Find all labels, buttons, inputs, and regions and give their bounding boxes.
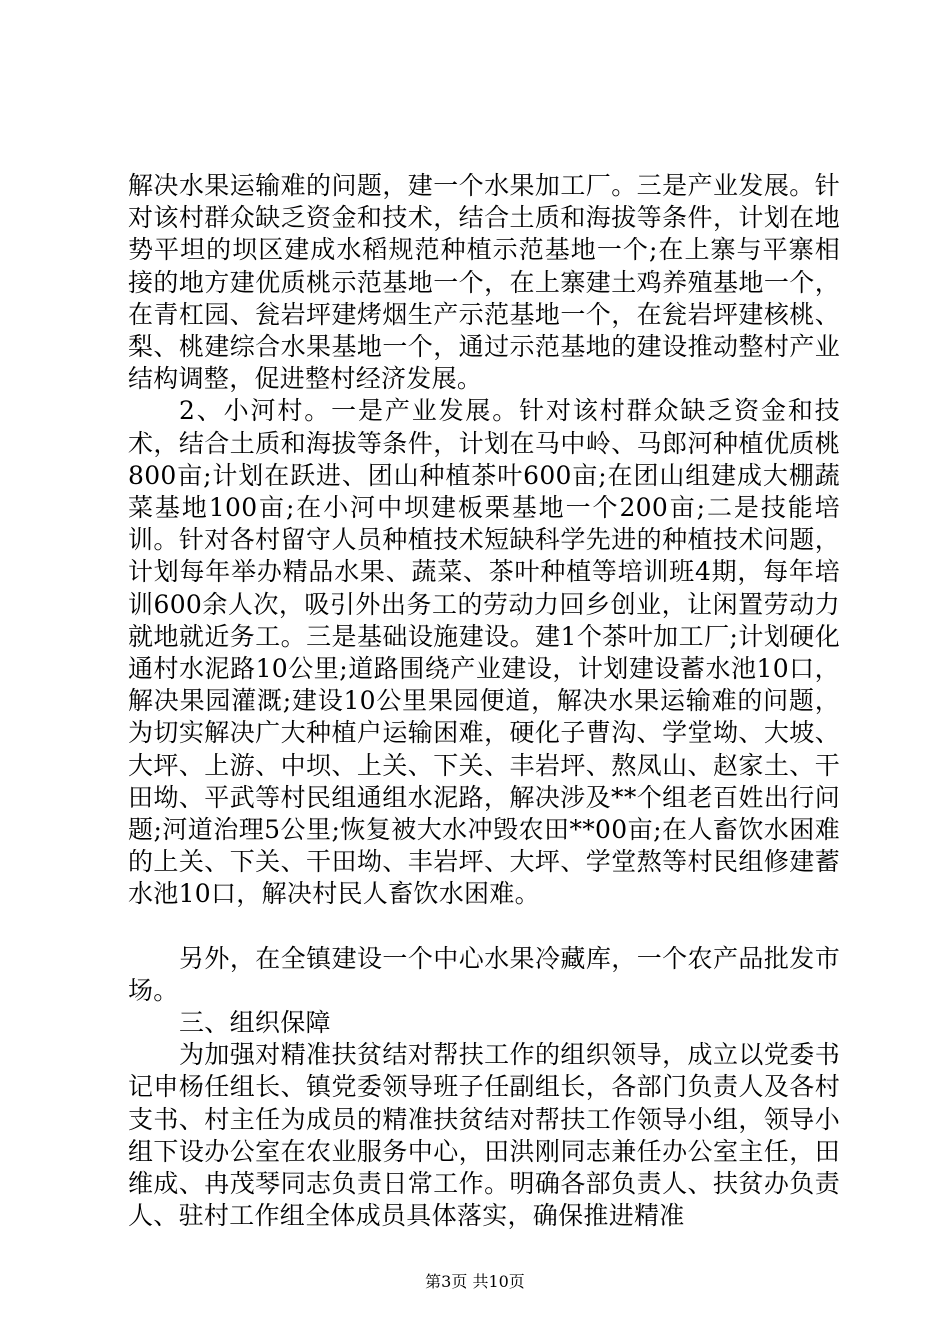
paragraph-additional: 另外，在全镇建设一个中心水果冷藏库，一个农产品批发市场。 — [128, 943, 840, 1005]
paragraph-gap — [128, 911, 840, 943]
paragraph-continuation: 解决水果运输难的问题，建一个水果加工厂。三是产业发展。针对该村群众缺乏资金和技术，结合土质和海拔等条件，计划在地势平坦的坝区建成水稻规范种植示范基地一个;在上寨与平寨相接的地方建优质桃示范基地一个，在上寨建土鸡养殖基地一个，在青杠园、瓮岩坪建烤烟生产示范基地一个，在瓮岩坪建核桃、梨、桃建综合水果基地一个，通过示范基地的建设推动整村产业结构调整，促进整村经济发展。 — [128, 171, 840, 394]
page-footer: 第3页 共10页 — [425, 1272, 525, 1291]
paragraph-organization: 为加强对精准扶贫结对帮扶工作的组织领导，成立以党委书记申杨任组长、镇党委领导班子任副组长，各部门负责人及各村支书、村主任为成员的精准扶贫结对帮扶工作领导小组，领导小组下设办公室在农业服务中心，田洪刚同志兼任办公室主任，田维成、冉茂琴同志负责日常工作。明确各部负责人、扶贫办负责人、驻村工作组全体成员具体落实，确保推进精准 — [128, 1040, 840, 1231]
paragraph-xiaohe-village: 2、小河村。一是产业发展。针对该村群众缺乏资金和技术，结合土质和海拔等条件，计划在马中岭、马郎河种植优质桃800亩;计划在跃进、团山种植茶叶600亩;在团山组建成大棚蔬菜基地100亩;在小河中坝建板栗基地一个200亩;二是技能培训。针对各村留守人员种植技术短缺科学先进的种植技术问题，计划每年举办精品水果、蔬菜、茶叶种植等培训班4期，每年培训600余人次，吸引外出务工的劳动力回乡创业，让闲置劳动力就地就近务工。三是基础设施建设。建1个茶叶加工厂;计划硬化通村水泥路10公里;道路围绕产业建设，计划建设蓄水池10口，解决果园灌溉;建设10公里果园便道，解决水果运输难的问题，为切实解决广大种植户运输困难，硬化子曹沟、学堂坳、大坡、大坪、上游、中坝、上关、下关、丰岩坪、熬凤山、赵家土、干田坳、平武等村民组通组水泥路，解决涉及**个组老百姓出行问题;河道治理5公里;恢复被大水冲毁农田**00亩;在人畜饮水困难的上关、下关、干田坳、丰岩坪、大坪、学堂熬等村民组修建蓄水池10口，解决村民人畜饮水困难。 — [128, 396, 840, 909]
document-body — [128, 170, 840, 1233]
section-heading-organization: 三、组织保障 — [179, 1008, 331, 1038]
